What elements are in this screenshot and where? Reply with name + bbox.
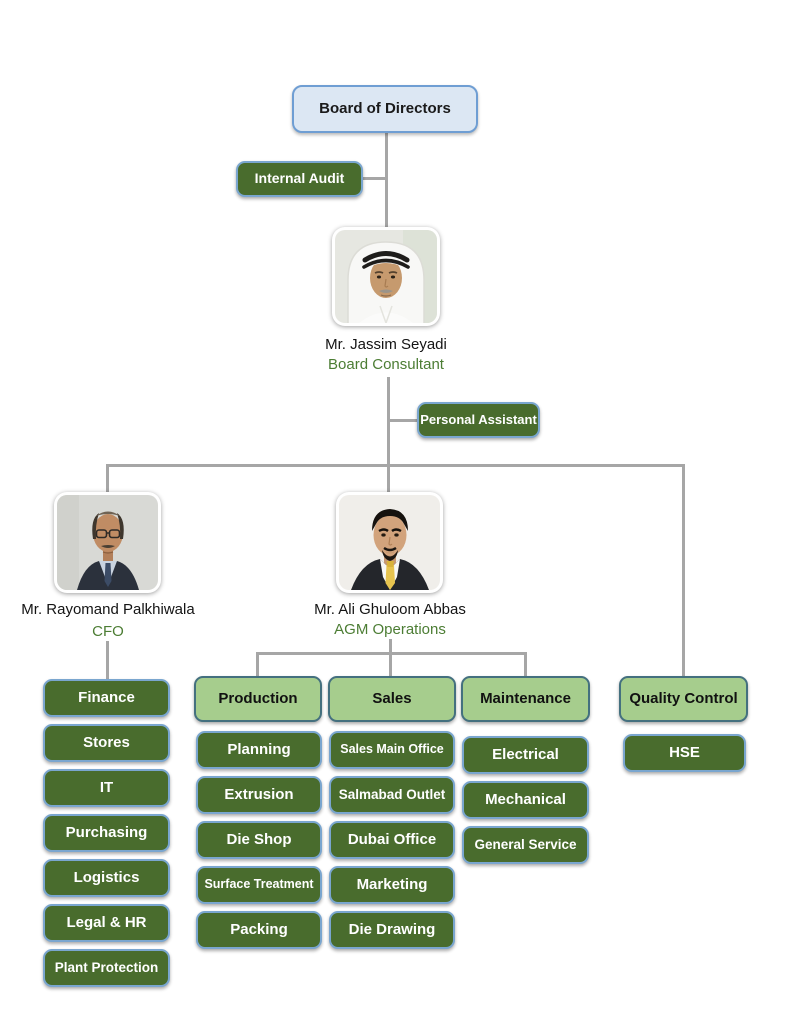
unit-die-shop: Die Shop [196,821,322,859]
cfo-units-column [43,679,170,987]
personal-assistant-box: Personal Assistant [417,402,540,438]
maintenance-units-column [462,736,589,864]
board-of-directors-box: Board of Directors [292,85,478,133]
unit-general-service: General Service [462,826,589,864]
unit-plant-protection: Plant Protection [43,949,170,987]
cfo-title: CFO [92,623,124,640]
quality-control-header-box: Quality Control [619,676,748,722]
unit-salmabad-outlet: Salmabad Outlet [329,776,455,814]
unit-mechanical: Mechanical [462,781,589,819]
connector-to-sales [389,652,392,678]
consultant-title: Board Consultant [328,356,444,373]
connector-consultant-down [387,377,390,467]
portrait-jassim-seyadi-illustration [335,230,437,323]
connector-cfo-to-finance [106,641,109,681]
board-consultant-photo [332,227,440,326]
portrait-rayomand-palkhiwala-illustration [57,495,158,590]
unit-legal-hr: Legal & HR [43,904,170,942]
portrait-ali-ghuloom-abbas-illustration [339,495,440,590]
quality-units-column [623,734,746,772]
unit-dubai-office: Dubai Office [329,821,455,859]
unit-it: IT [43,769,170,807]
unit-extrusion: Extrusion [196,776,322,814]
internal-audit-box: Internal Audit [236,161,363,197]
unit-electrical: Electrical [462,736,589,774]
production-units-column [196,731,322,949]
connector-personal-assistant [389,419,419,422]
agm-title: AGM Operations [334,621,446,638]
unit-purchasing: Purchasing [43,814,170,852]
unit-stores: Stores [43,724,170,762]
connector-to-quality-control [682,464,685,678]
unit-logistics: Logistics [43,859,170,897]
sales-header-box: Sales [328,676,456,722]
connector-to-agm-photo [387,464,390,494]
agm-photo [336,492,443,593]
connector-main-horizontal [106,464,685,467]
sales-units-column [329,731,455,949]
unit-die-drawing: Die Drawing [329,911,455,949]
connector-board-to-consultant [385,133,388,229]
connector-to-production [256,652,259,678]
unit-hse: HSE [623,734,746,772]
cfo-name: Mr. Rayomand Palkhiwala [21,601,195,618]
production-header-box: Production [194,676,322,722]
agm-name: Mr. Ali Ghuloom Abbas [314,601,466,618]
connector-to-cfo-photo [106,464,109,494]
unit-sales-main-office: Sales Main Office [329,731,455,769]
maintenance-header-box: Maintenance [461,676,590,722]
unit-surface-treatment: Surface Treatment [196,866,322,904]
cfo-photo [54,492,161,593]
unit-planning: Planning [196,731,322,769]
connector-internal-audit [362,177,388,180]
consultant-name: Mr. Jassim Seyadi [325,336,447,353]
unit-packing: Packing [196,911,322,949]
unit-finance: Finance [43,679,170,717]
unit-marketing: Marketing [329,866,455,904]
connector-to-maintenance [524,652,527,678]
